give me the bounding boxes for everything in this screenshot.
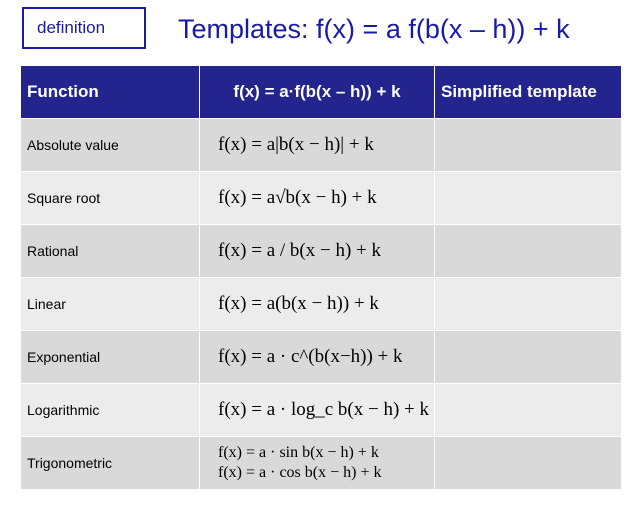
formula-cell: f(x) = a · c^(b(x−h)) + k <box>200 331 435 384</box>
function-name: Linear <box>21 278 200 331</box>
header-general-form: f(x) = a·f(b(x – h)) + k <box>200 66 435 119</box>
formula-cell: f(x) = a|b(x − h)| + k <box>200 119 435 172</box>
function-name: Trigonometric <box>21 437 200 490</box>
table-row <box>21 278 622 331</box>
simplified-cell <box>435 437 622 490</box>
table-row <box>21 172 622 225</box>
function-name: Logarithmic <box>21 384 200 437</box>
table-row <box>21 437 622 490</box>
function-name: Square root <box>21 172 200 225</box>
simplified-cell <box>435 331 622 384</box>
table-row <box>21 384 622 437</box>
simplified-cell <box>435 384 622 437</box>
formula-cell: f(x) = a√b(x − h) + k <box>200 172 435 225</box>
formula-cell <box>200 437 435 490</box>
formula-cell: f(x) = a / b(x − h) + k <box>200 225 435 278</box>
table-row <box>21 225 622 278</box>
formula-cell: f(x) = a(b(x − h)) + k <box>200 278 435 331</box>
formula-cos: f(x) = a · cos b(x − h) + k <box>218 464 382 481</box>
table-row <box>21 331 622 384</box>
table-row <box>21 119 622 172</box>
formula-sin: f(x) = a · sin b(x − h) + k <box>218 444 379 461</box>
simplified-cell <box>435 225 622 278</box>
simplified-cell <box>435 278 622 331</box>
simplified-cell <box>435 119 622 172</box>
function-name: Exponential <box>21 331 200 384</box>
header-function: Function <box>21 66 200 119</box>
page-title: Templates: f(x) = a f(b(x – h)) + k <box>178 14 570 44</box>
table-header-row <box>21 66 622 119</box>
definition-label: definition <box>22 7 146 49</box>
formula-cell: f(x) = a · log_c b(x − h) + k <box>200 384 435 437</box>
function-name: Rational <box>21 225 200 278</box>
simplified-cell <box>435 172 622 225</box>
header-simplified-template: Simplified template <box>435 66 622 119</box>
templates-table <box>20 65 622 490</box>
function-name: Absolute value <box>21 119 200 172</box>
